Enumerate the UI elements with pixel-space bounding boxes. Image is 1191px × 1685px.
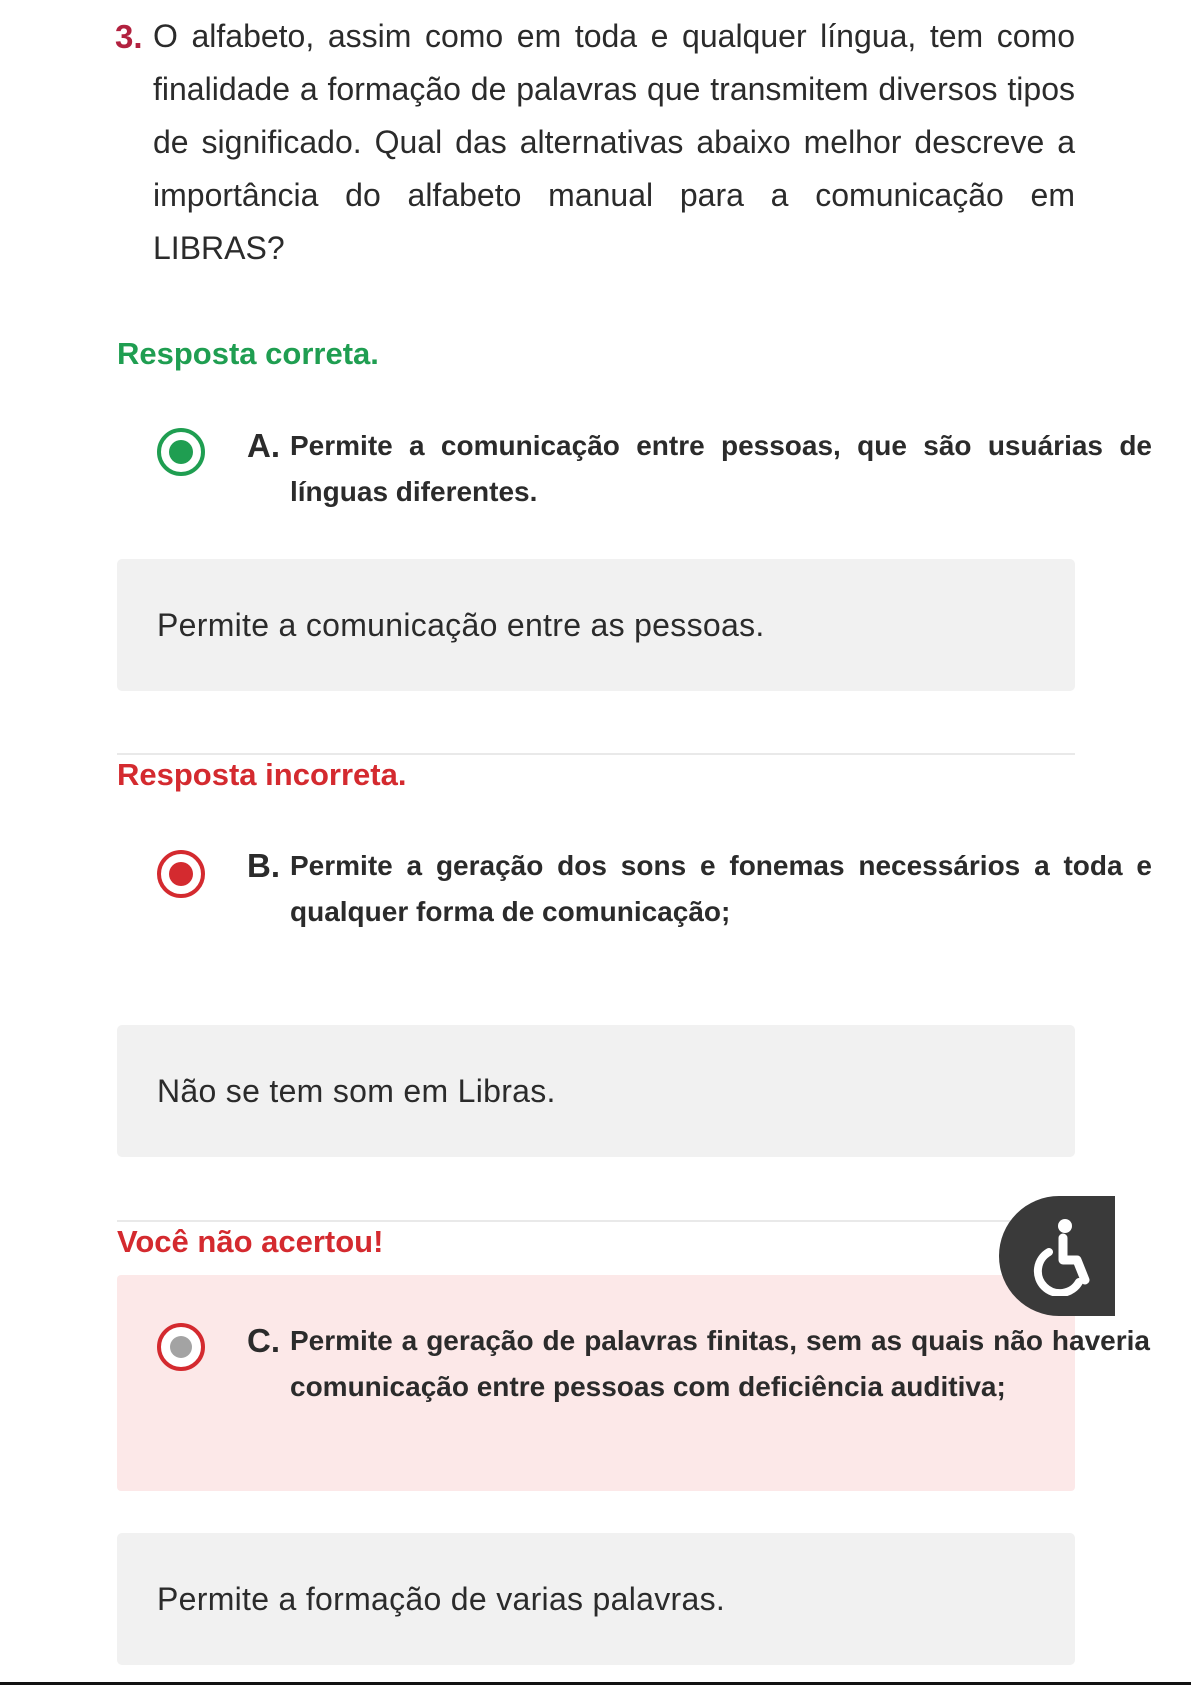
option-c-letter: C. [247,1322,280,1359]
radio-selected-dot [169,862,193,886]
incorrect-answer-label: Resposta incorreta. [117,757,407,792]
option-c[interactable] [117,1275,1150,1491]
radio-unselected-dot [170,1336,192,1358]
option-a-radio[interactable] [157,428,205,476]
radio-selected-dot [169,440,193,464]
option-b-feedback-text: Não se tem som em Libras. [157,1073,556,1109]
option-a-letter: A. [247,427,280,464]
question [115,10,1075,275]
option-a-text: Permite a comunicação entre pessoas, que são usuárias de línguas diferentes. [290,430,1152,507]
option-b-radio[interactable] [157,850,205,898]
option-c-feedback [117,1533,1075,1665]
accessibility-icon [1027,1216,1091,1296]
divider [117,1220,1075,1222]
option-c-radio[interactable] [157,1323,205,1371]
option-a-feedback [117,559,1075,691]
question-number: 3. [115,18,143,55]
correct-answer-label: Resposta correta. [117,336,379,371]
missed-answer-label: Você não acertou! [117,1224,384,1259]
option-c-feedback-text: Permite a formação de varias palavras. [157,1581,726,1617]
option-b-feedback [117,1025,1075,1157]
option-b-letter: B. [247,847,280,884]
option-c-text: Permite a geração de palavras finitas, sem as quais não haveria comunicação entre pessoas com deficiência auditiva; [290,1325,1150,1402]
divider [117,753,1075,755]
option-a-feedback-text: Permite a comunicação entre as pessoas. [157,607,765,643]
option-b-text: Permite a geração dos sons e fonemas necessários a toda e qualquer forma de comunicação; [290,850,1152,927]
question-text: O alfabeto, assim como em toda e qualquer língua, tem como finalidade a formação de palavras que transmitem diversos tipos de significado. Qual das alternativas abaixo melhor descreve a importância do alfabeto manual para a comunicação em LIBRAS? [153,18,1075,266]
accessibility-button[interactable] [999,1196,1115,1316]
